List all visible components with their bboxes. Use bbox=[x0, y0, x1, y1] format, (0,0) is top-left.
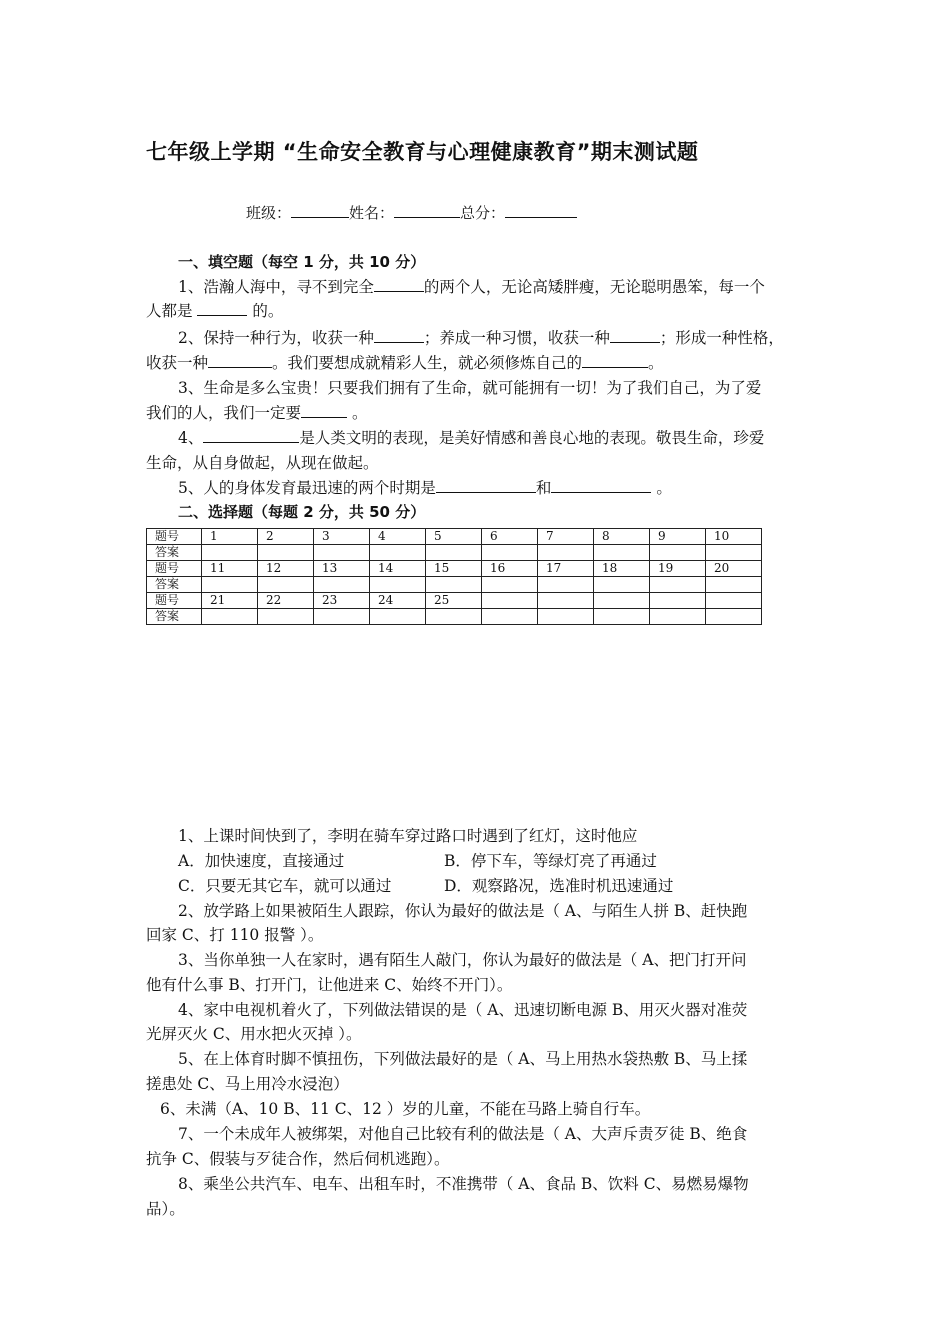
fill-q2-text-e: 。我们要想成就精彩人生，就必须修炼自己的 bbox=[272, 354, 583, 372]
question-number-cell: 6 bbox=[482, 529, 538, 545]
question-number-cell: 15 bbox=[426, 561, 482, 577]
answer-cell[interactable] bbox=[594, 609, 650, 625]
question-number-cell: 8 bbox=[594, 529, 650, 545]
answer-cell[interactable] bbox=[706, 609, 762, 625]
question-number-cell: 11 bbox=[202, 561, 258, 577]
answer-cell[interactable] bbox=[538, 577, 594, 593]
answer-cell[interactable] bbox=[314, 609, 370, 625]
choice-q2-line1: 2、放学路上如果被陌生人跟踪，你认为最好的做法是（ A、与陌生人拼 B、赶快跑 bbox=[178, 902, 748, 920]
fill-q3-line1: 3、生命是多么宝贵！只要我们拥有了生命，就可能拥有一切！为了我们自己，为了爱 bbox=[178, 379, 762, 397]
class-label: 班级： bbox=[246, 204, 292, 222]
fill-q3-text-c: 。 bbox=[347, 404, 368, 422]
question-number-cell bbox=[650, 593, 706, 609]
question-number-cell: 24 bbox=[370, 593, 426, 609]
answer-cell[interactable] bbox=[258, 609, 314, 625]
question-number-cell: 20 bbox=[706, 561, 762, 577]
question-number-cell bbox=[706, 593, 762, 609]
choice-q5-line1: 5、在上体育时脚不慎扭伤，下列做法最好的是（ A、马上用热水袋热敷 B、马上揉 bbox=[178, 1050, 748, 1068]
fill-q2-blank1 bbox=[374, 328, 424, 343]
question-number-cell: 12 bbox=[258, 561, 314, 577]
answer-cell[interactable] bbox=[370, 609, 426, 625]
answer-cell[interactable] bbox=[706, 577, 762, 593]
question-number-cell: 2 bbox=[258, 529, 314, 545]
fill-q4-line2: 生命，从自身做起，从现在做起。 bbox=[146, 454, 379, 472]
table-row-numbers bbox=[147, 593, 762, 609]
question-number-cell: 1 bbox=[202, 529, 258, 545]
fill-q2-text-d: 收获一种 bbox=[146, 354, 209, 372]
answer-cell[interactable] bbox=[482, 577, 538, 593]
fill-q1-text-c: 人都是 bbox=[146, 302, 198, 320]
row-label-number: 题号 bbox=[147, 561, 202, 577]
fill-q1-text-d: 的。 bbox=[247, 302, 284, 320]
question-number-cell: 3 bbox=[314, 529, 370, 545]
answer-cell[interactable] bbox=[594, 577, 650, 593]
question-number-cell: 25 bbox=[426, 593, 482, 609]
name-label: 姓名： bbox=[349, 204, 395, 222]
question-number-cell: 21 bbox=[202, 593, 258, 609]
question-number-cell: 7 bbox=[538, 529, 594, 545]
answer-cell[interactable] bbox=[370, 577, 426, 593]
choice-q2-line2: 回家 C、打 110 报警 ）。 bbox=[146, 926, 324, 944]
table-row-answers bbox=[147, 577, 762, 593]
fill-q5-text-c: 。 bbox=[651, 479, 672, 497]
fill-q5-line bbox=[178, 478, 672, 498]
fill-q2-text-c: ；形成一种性格， bbox=[659, 329, 784, 347]
fill-q1-blank1 bbox=[374, 277, 424, 292]
question-number-cell: 9 bbox=[650, 529, 706, 545]
choice-q1-option-b: B．停下车，等绿灯亮了再通过 bbox=[444, 852, 657, 870]
answer-cell[interactable] bbox=[594, 545, 650, 561]
choice-q1-stem: 1、上课时间快到了，李明在骑车穿过路口时遇到了红灯，这时他应 bbox=[178, 827, 638, 845]
answer-cell[interactable] bbox=[538, 609, 594, 625]
row-label-answer: 答案 bbox=[147, 577, 202, 593]
fill-q2-line2 bbox=[146, 353, 664, 373]
question-number-cell: 19 bbox=[650, 561, 706, 577]
table-row-answers bbox=[147, 609, 762, 625]
choice-q7-line1: 7、一个未成年人被绑架，对他自己比较有利的做法是（ A、大声斥责歹徒 B、绝食 bbox=[178, 1125, 748, 1143]
answer-cell[interactable] bbox=[650, 609, 706, 625]
score-label: 总分： bbox=[460, 204, 506, 222]
fill-q5-text-a: 5、人的身体发育最迅速的两个时期是 bbox=[178, 479, 436, 497]
answer-cell[interactable] bbox=[202, 577, 258, 593]
answer-cell[interactable] bbox=[650, 577, 706, 593]
choice-q4-line1: 4、家中电视机着火了，下列做法错误的是（ A、迅速切断电源 B、用灭火器对准荧 bbox=[178, 1001, 748, 1019]
question-number-cell: 16 bbox=[482, 561, 538, 577]
choice-q3-line1: 3、当你单独一人在家时，遇有陌生人敲门，你认为最好的做法是（ A、把门打开问 bbox=[178, 951, 747, 969]
answer-cell[interactable] bbox=[314, 577, 370, 593]
choice-q1-option-c: C．只要无其它车，就可以通过 bbox=[178, 877, 392, 895]
table-row-numbers bbox=[147, 561, 762, 577]
question-number-cell: 14 bbox=[370, 561, 426, 577]
answer-cell[interactable] bbox=[650, 545, 706, 561]
fill-q3-blank bbox=[301, 403, 347, 418]
choice-q3-line2: 他有什么事 B、打开门，让他进来 C、始终不开门）。 bbox=[146, 976, 513, 994]
answer-cell[interactable] bbox=[482, 545, 538, 561]
fill-q2-line1 bbox=[178, 328, 784, 348]
answer-cell[interactable] bbox=[202, 545, 258, 561]
answer-cell[interactable] bbox=[426, 545, 482, 561]
answer-cell[interactable] bbox=[482, 609, 538, 625]
question-number-cell: 13 bbox=[314, 561, 370, 577]
answer-table bbox=[146, 528, 762, 625]
answer-cell[interactable] bbox=[370, 545, 426, 561]
choice-q8-line2: 品）。 bbox=[146, 1200, 185, 1218]
answer-cell[interactable] bbox=[706, 545, 762, 561]
choice-q4-line2: 光屏灭火 C、用水把火灭掉 ）。 bbox=[146, 1025, 362, 1043]
fill-q4-text-a: 4、 bbox=[178, 429, 204, 447]
answer-cell[interactable] bbox=[202, 609, 258, 625]
exam-title: 七年级上学期 “生命安全教育与心理健康教育”期末测试题 bbox=[146, 140, 699, 164]
question-number-cell bbox=[482, 593, 538, 609]
fill-q1-blank2 bbox=[197, 301, 247, 316]
choice-q7-line2: 抗争 C、假装与歹徒合作，然后伺机逃跑）。 bbox=[146, 1150, 450, 1168]
answer-cell[interactable] bbox=[538, 545, 594, 561]
section2-heading: 二、选择题（每题 2 分，共 50 分） bbox=[178, 503, 426, 521]
question-number-cell: 22 bbox=[258, 593, 314, 609]
score-blank bbox=[505, 203, 577, 218]
fill-q5-text-b: 和 bbox=[535, 479, 552, 497]
answer-cell[interactable] bbox=[426, 577, 482, 593]
choice-q1-option-a: A．加快速度，直接通过 bbox=[178, 852, 345, 870]
table-row-answers bbox=[147, 545, 762, 561]
fill-q1-line2 bbox=[146, 301, 283, 321]
row-label-number: 题号 bbox=[147, 529, 202, 545]
answer-cell[interactable] bbox=[258, 577, 314, 593]
question-number-cell: 17 bbox=[538, 561, 594, 577]
name-blank bbox=[394, 203, 460, 218]
fill-q2-text-a: 2、保持一种行为，收获一种 bbox=[178, 329, 374, 347]
section1-heading: 一、填空题（每空 1 分，共 10 分） bbox=[178, 253, 426, 271]
fill-q4-blank bbox=[203, 428, 299, 443]
fill-q1-text-b: 的两个人，无论高矮胖瘦，无论聪明愚笨，每一个 bbox=[423, 278, 765, 296]
row-label-answer: 答案 bbox=[147, 545, 202, 561]
class-blank bbox=[291, 203, 349, 218]
fill-q3-line2 bbox=[146, 403, 367, 423]
choice-q8-line1: 8、乘坐公共汽车、电车、出租车时，不准携带（ A、食品 B、饮料 C、易燃易爆物 bbox=[178, 1175, 749, 1193]
fill-q5-blank1 bbox=[436, 478, 536, 493]
question-number-cell: 23 bbox=[314, 593, 370, 609]
fill-q4-line1 bbox=[178, 428, 764, 448]
row-label-answer: 答案 bbox=[147, 609, 202, 625]
fill-q1-text-a: 1、浩瀚人海中，寻不到完全 bbox=[178, 278, 374, 296]
question-number-cell: 18 bbox=[594, 561, 650, 577]
fill-q4-text-b: 是人类文明的表现，是美好情感和善良心地的表现。敬畏生命，珍爱 bbox=[299, 429, 765, 447]
fill-q2-text-f: 。 bbox=[648, 354, 664, 372]
choice-q6-line: 6、未满（A、10 B、11 C、12 ）岁的儿童，不能在马路上骑自行车。 bbox=[160, 1100, 651, 1118]
student-info-line bbox=[246, 202, 577, 223]
question-number-cell bbox=[594, 593, 650, 609]
fill-q2-text-b: ；养成一种习惯，收获一种 bbox=[423, 329, 610, 347]
fill-q2-blank3 bbox=[208, 353, 272, 368]
fill-q5-blank2 bbox=[551, 478, 651, 493]
question-number-cell bbox=[538, 593, 594, 609]
answer-cell[interactable] bbox=[426, 609, 482, 625]
choice-q1-option-d: D．观察路况，选准时机迅速通过 bbox=[444, 877, 674, 895]
table-row-numbers bbox=[147, 529, 762, 545]
question-number-cell: 4 bbox=[370, 529, 426, 545]
question-number-cell: 5 bbox=[426, 529, 482, 545]
fill-q2-blank2 bbox=[610, 328, 660, 343]
fill-q2-blank4 bbox=[582, 353, 648, 368]
fill-q1-line1 bbox=[178, 277, 765, 297]
choice-q5-line2: 搓患处 C、马上用冷水浸泡） bbox=[146, 1075, 349, 1093]
question-number-cell: 10 bbox=[706, 529, 762, 545]
answer-cell[interactable] bbox=[258, 545, 314, 561]
row-label-number: 题号 bbox=[147, 593, 202, 609]
answer-cell[interactable] bbox=[314, 545, 370, 561]
fill-q3-text-b: 我们的人，我们一定要 bbox=[146, 404, 302, 422]
